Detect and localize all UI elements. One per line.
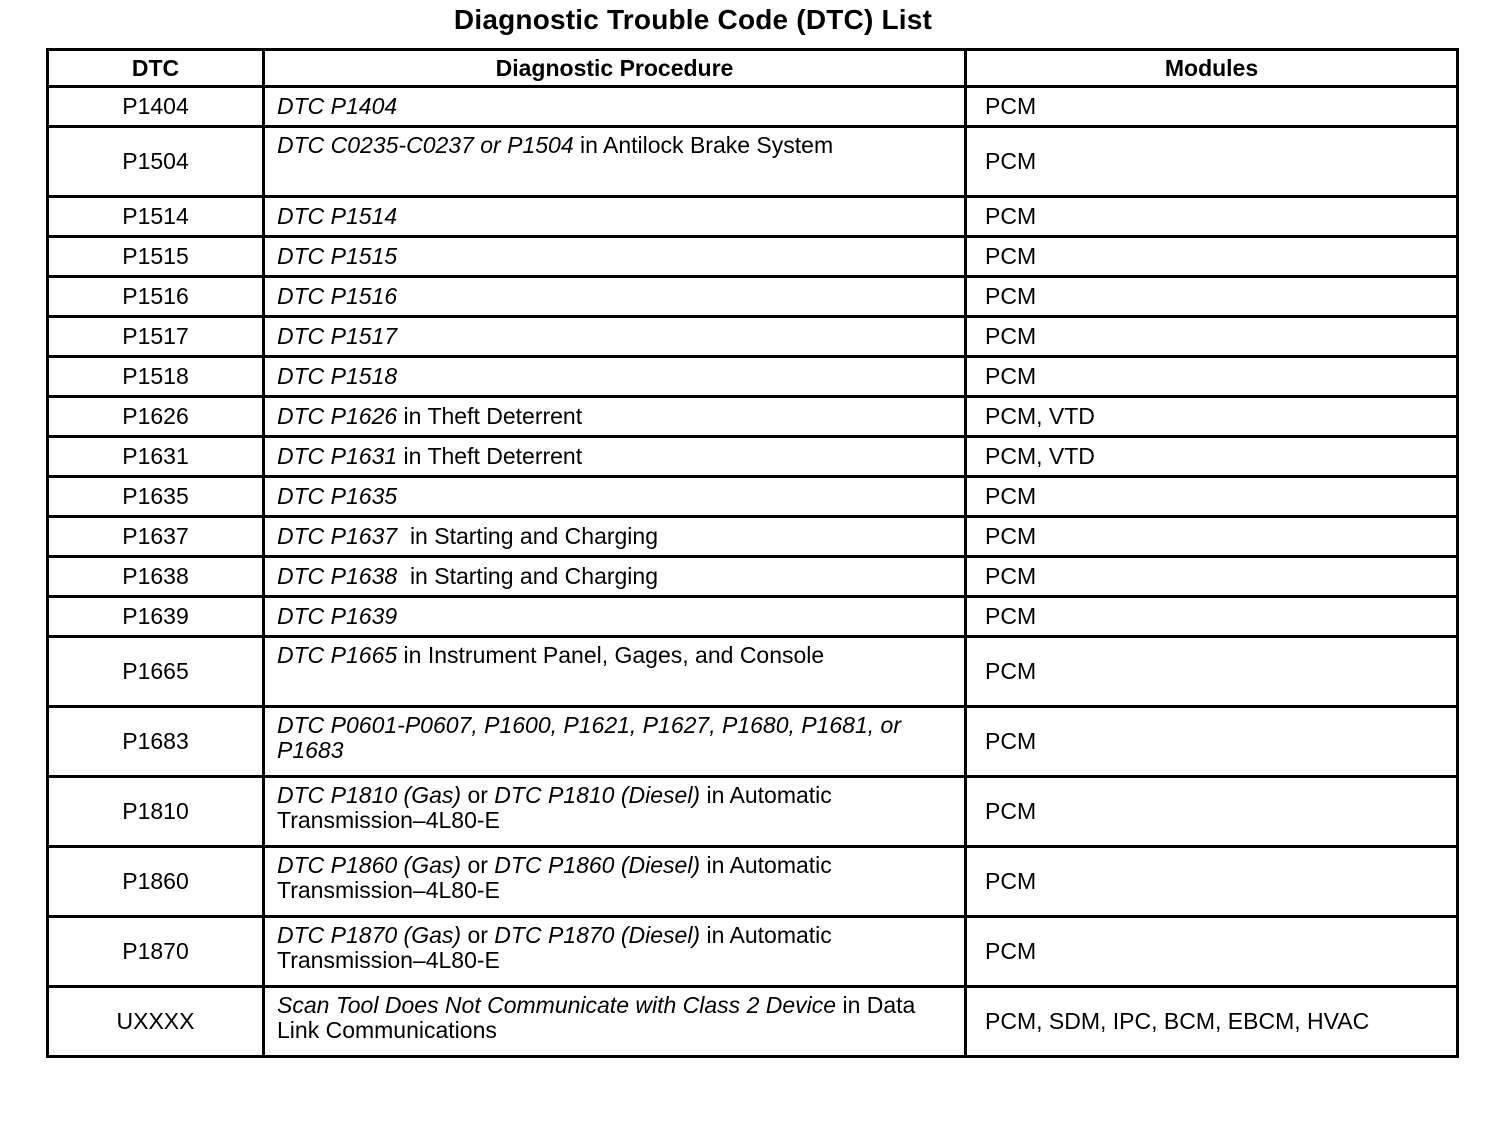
dtc-code-cell: P1870 <box>48 917 264 987</box>
procedure-reference-text: DTC C0235-C0237 or P1504 <box>277 132 574 158</box>
diagnostic-procedure-cell <box>264 127 966 197</box>
procedure-reference-text: DTC P1631 <box>277 443 398 469</box>
procedure-section-text: in Automatic Transmission–4L80-E <box>277 782 838 833</box>
diagnostic-procedure-cell <box>264 397 966 437</box>
procedure-reference-text: DTC P1635 <box>277 483 398 509</box>
column-header-procedure: Diagnostic Procedure <box>264 50 966 87</box>
modules-cell: PCM <box>966 517 1458 557</box>
table-row <box>48 397 1458 437</box>
procedure-reference-text: DTC P0601-P0607, P1600, P1621, P1627, P1680, P1681, or P1683 <box>277 712 908 763</box>
table-row <box>48 197 1458 237</box>
procedure-section-text: or <box>461 922 495 948</box>
modules-cell: PCM <box>966 237 1458 277</box>
dtc-code-cell: P1516 <box>48 277 264 317</box>
procedure-section-text: in Antilock Brake System <box>573 132 834 158</box>
procedure-section-text: or <box>461 782 495 808</box>
diagnostic-procedure-cell <box>264 237 966 277</box>
table-row <box>48 127 1458 197</box>
dtc-code-cell: P1631 <box>48 437 264 477</box>
procedure-reference-text: DTC P1870 (Gas) <box>277 922 462 948</box>
procedure-section-text: in Starting and Charging <box>397 523 658 549</box>
procedure-reference-text: DTC P1518 <box>277 363 398 389</box>
modules-cell: PCM <box>966 277 1458 317</box>
procedure-reference-text: DTC P1638 <box>277 563 398 589</box>
diagnostic-procedure-cell <box>264 557 966 597</box>
procedure-section-text: in Instrument Panel, Gages, and Console <box>397 642 825 668</box>
dtc-code-cell: UXXXX <box>48 987 264 1057</box>
table-header <box>48 50 1458 87</box>
procedure-reference-text: DTC P1626 <box>277 403 398 429</box>
column-header-modules: Modules <box>966 50 1458 87</box>
dtc-code-cell: P1637 <box>48 517 264 557</box>
procedure-section-text: in Theft Deterrent <box>397 403 583 429</box>
modules-cell: PCM, SDM, IPC, BCM, EBCM, HVAC <box>966 987 1458 1057</box>
procedure-section-text: in Data Link Communications <box>277 992 922 1043</box>
table-row <box>48 317 1458 357</box>
table-row <box>48 557 1458 597</box>
procedure-reference-text: DTC P1665 <box>277 642 398 668</box>
procedure-reference-text: DTC P1860 (Diesel) <box>494 852 701 878</box>
modules-cell: PCM <box>966 847 1458 917</box>
dtc-code-cell: P1665 <box>48 637 264 707</box>
table-row <box>48 517 1458 557</box>
column-header-dtc: DTC <box>48 50 264 87</box>
dtc-code-cell: P1638 <box>48 557 264 597</box>
diagnostic-procedure-cell <box>264 87 966 127</box>
table-row <box>48 707 1458 777</box>
table-row <box>48 87 1458 127</box>
modules-cell: PCM <box>966 317 1458 357</box>
table-row <box>48 477 1458 517</box>
modules-cell: PCM <box>966 917 1458 987</box>
procedure-reference-text: DTC P1516 <box>277 283 398 309</box>
table-row <box>48 637 1458 707</box>
procedure-reference-text: DTC P1517 <box>277 323 398 349</box>
table-row <box>48 597 1458 637</box>
diagnostic-procedure-cell <box>264 197 966 237</box>
procedure-reference-text: Scan Tool Does Not Communicate with Class 2 Device <box>277 992 837 1018</box>
dtc-code-cell: P1860 <box>48 847 264 917</box>
procedure-reference-text: DTC P1639 <box>277 603 398 629</box>
diagnostic-procedure-cell <box>264 437 966 477</box>
table-row <box>48 777 1458 847</box>
modules-cell: PCM <box>966 637 1458 707</box>
table-row <box>48 277 1458 317</box>
procedure-reference-text: DTC P1810 (Gas) <box>277 782 462 808</box>
modules-cell: PCM <box>966 777 1458 847</box>
diagnostic-procedure-cell <box>264 357 966 397</box>
modules-cell: PCM <box>966 357 1458 397</box>
diagnostic-procedure-cell <box>264 707 966 777</box>
procedure-section-text: in Automatic Transmission–4L80-E <box>277 852 838 903</box>
procedure-reference-text: DTC P1515 <box>277 243 398 269</box>
dtc-code-cell: P1518 <box>48 357 264 397</box>
page-title: Diagnostic Trouble Code (DTC) List <box>453 4 933 35</box>
diagnostic-procedure-cell <box>264 987 966 1057</box>
modules-cell: PCM <box>966 87 1458 127</box>
dtc-code-cell: P1626 <box>48 397 264 437</box>
modules-cell: PCM <box>966 597 1458 637</box>
procedure-reference-text: DTC P1404 <box>277 93 398 119</box>
table-row <box>48 847 1458 917</box>
diagnostic-procedure-cell <box>264 317 966 357</box>
dtc-table <box>46 48 1459 1058</box>
diagnostic-procedure-cell <box>264 277 966 317</box>
modules-cell: PCM <box>966 127 1458 197</box>
procedure-section-text: in Starting and Charging <box>397 563 658 589</box>
table-row <box>48 237 1458 277</box>
procedure-section-text: in Theft Deterrent <box>397 443 583 469</box>
dtc-code-cell: P1514 <box>48 197 264 237</box>
diagnostic-procedure-cell <box>264 477 966 517</box>
procedure-reference-text: DTC P1637 <box>277 523 398 549</box>
header-row <box>48 50 1458 87</box>
diagnostic-procedure-cell <box>264 777 966 847</box>
diagnostic-procedure-cell <box>264 917 966 987</box>
procedure-section-text: or <box>461 852 495 878</box>
procedure-reference-text: DTC P1870 (Diesel) <box>494 922 701 948</box>
dtc-code-cell: P1810 <box>48 777 264 847</box>
modules-cell: PCM <box>966 197 1458 237</box>
modules-cell: PCM, VTD <box>966 397 1458 437</box>
modules-cell: PCM <box>966 707 1458 777</box>
modules-cell: PCM <box>966 557 1458 597</box>
dtc-code-cell: P1683 <box>48 707 264 777</box>
table-row <box>48 917 1458 987</box>
table-row <box>48 357 1458 397</box>
dtc-code-cell: P1639 <box>48 597 264 637</box>
procedure-section-text: in Automatic Transmission–4L80-E <box>277 922 838 973</box>
modules-cell: PCM, VTD <box>966 437 1458 477</box>
dtc-code-cell: P1504 <box>48 127 264 197</box>
procedure-reference-text: DTC P1514 <box>277 203 398 229</box>
procedure-reference-text: DTC P1860 (Gas) <box>277 852 462 878</box>
diagnostic-procedure-cell <box>264 517 966 557</box>
dtc-code-cell: P1517 <box>48 317 264 357</box>
dtc-code-cell: P1515 <box>48 237 264 277</box>
table-body <box>48 87 1458 1057</box>
diagnostic-procedure-cell <box>264 847 966 917</box>
procedure-reference-text: DTC P1810 (Diesel) <box>494 782 701 808</box>
dtc-code-cell: P1635 <box>48 477 264 517</box>
modules-cell: PCM <box>966 477 1458 517</box>
table-row <box>48 437 1458 477</box>
diagnostic-procedure-cell <box>264 637 966 707</box>
dtc-code-cell: P1404 <box>48 87 264 127</box>
table-row <box>48 987 1458 1057</box>
diagnostic-procedure-cell <box>264 597 966 637</box>
